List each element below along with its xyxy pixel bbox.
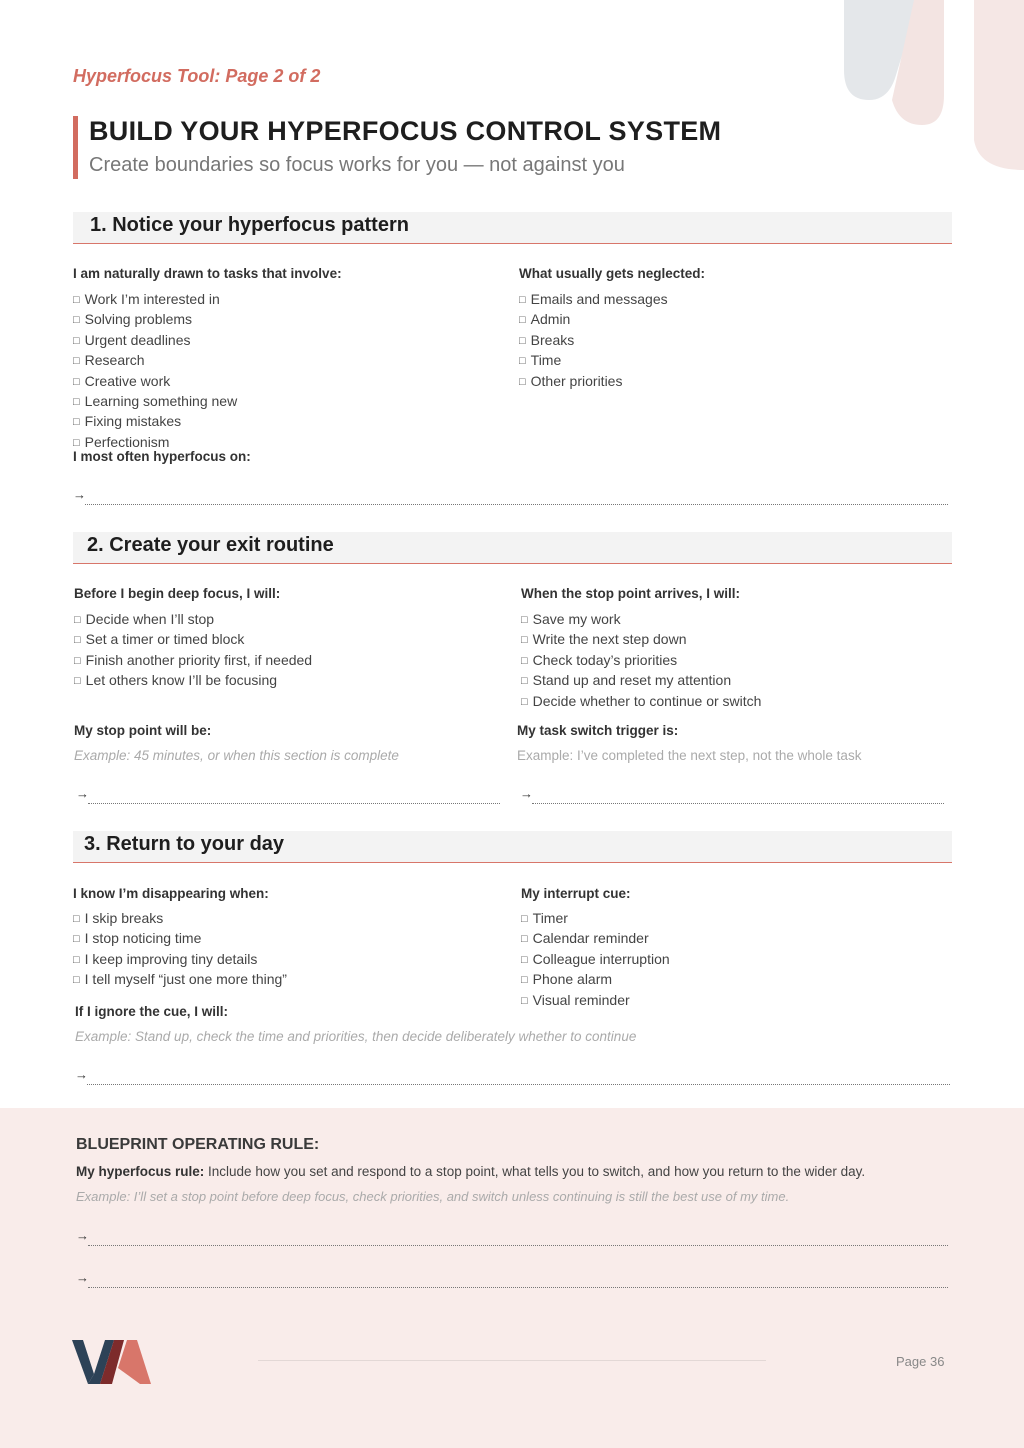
arrow-icon: → (73, 487, 86, 502)
checkbox-item[interactable]: □ Let others know I’ll be focusing (74, 671, 312, 691)
ignore-cue-label: If I ignore the cue, I will: (75, 1004, 229, 1019)
dotted-line (88, 1245, 948, 1246)
stop-point-label: My stop point will be: (74, 723, 212, 738)
corner-decoration (804, 0, 1024, 200)
checkbox-item[interactable]: □ Work I’m interested in (73, 290, 237, 310)
checkbox-item[interactable]: □ Admin (519, 310, 668, 330)
checkbox-item[interactable]: □ Urgent deadlines (73, 331, 237, 351)
stop-point-write-line[interactable] (76, 788, 500, 804)
section-3-left-heading: I know I’m disappearing when: (73, 886, 269, 901)
arrow-icon: → (520, 786, 533, 801)
checkbox-item[interactable]: □ Visual reminder (521, 991, 670, 1011)
section-2-right-list (521, 610, 761, 712)
checkbox-item[interactable]: □ Phone alarm (521, 970, 670, 990)
checkbox-item[interactable]: □ Decide when I’ll stop (74, 610, 312, 630)
rule-write-line-2[interactable] (76, 1272, 948, 1288)
section-1-left-list (73, 290, 237, 453)
arrow-icon: → (76, 1270, 89, 1285)
section-2-left-heading: Before I begin deep focus, I will: (74, 586, 281, 601)
section-3-title: 3. Return to your day (84, 833, 285, 855)
rule-label: My hyperfocus rule: (76, 1164, 205, 1179)
checkbox-item[interactable]: □ Perfectionism (73, 433, 237, 453)
dotted-line (88, 803, 500, 804)
section-1-right-heading: What usually gets neglected: (519, 266, 706, 281)
checkbox-item[interactable]: □ Finish another priority first, if needed (74, 651, 312, 671)
checkbox-item[interactable]: □ Time (519, 351, 668, 371)
checkbox-item[interactable]: □ Save my work (521, 610, 761, 630)
most-often-write-line[interactable] (73, 489, 948, 505)
section-1-left-heading: I am naturally drawn to tasks that involve: (73, 266, 342, 281)
arrow-icon: → (76, 786, 89, 801)
section-2-header (73, 532, 952, 564)
checkbox-item[interactable]: □ Research (73, 351, 237, 371)
section-2-left-list (74, 610, 312, 692)
blueprint-rule-instructions (76, 1164, 865, 1179)
page-title: BUILD YOUR HYPERFOCUS CONTROL SYSTEM (89, 116, 722, 146)
checkbox-item[interactable]: □ I stop noticing time (73, 929, 287, 949)
arrow-icon: → (75, 1067, 88, 1082)
checkbox-item[interactable]: □ I skip breaks (73, 909, 287, 929)
checkbox-item[interactable]: □ Check today’s priorities (521, 651, 761, 671)
checkbox-item[interactable]: □ Emails and messages (519, 290, 668, 310)
most-often-label: I most often hyperfocus on: (73, 449, 251, 464)
section-2-title: 2. Create your exit routine (87, 534, 334, 556)
title-block (73, 116, 721, 179)
checkbox-item[interactable]: □ Colleague interruption (521, 950, 670, 970)
section-3-right-heading: My interrupt cue: (521, 886, 631, 901)
checkbox-item[interactable]: □ Calendar reminder (521, 929, 670, 949)
section-3-right-list (521, 909, 670, 1011)
dotted-line (85, 504, 948, 505)
section-2-right-heading: When the stop point arrives, I will: (521, 586, 741, 601)
checkbox-item[interactable]: □ Fixing mistakes (73, 412, 237, 432)
page-kicker: Hyperfocus Tool: Page 2 of 2 (73, 66, 321, 86)
checkbox-item[interactable]: □ I tell myself “just one more thing” (73, 970, 287, 990)
checkbox-item[interactable]: □ Creative work (73, 372, 237, 392)
dotted-line (88, 1287, 948, 1288)
checkbox-item[interactable]: □ Stand up and reset my attention (521, 671, 761, 691)
switch-trigger-hint: Example: I’ve completed the next step, not the whole task (517, 748, 862, 763)
rule-text: Include how you set and respond to a stop point, what tells you to switch, and how you return to the wider day. (204, 1164, 866, 1179)
section-3-header (73, 831, 952, 863)
checkbox-item[interactable]: □ Timer (521, 909, 670, 929)
ignore-cue-write-line[interactable] (75, 1069, 950, 1085)
section-3-left-list (73, 909, 287, 991)
checkbox-item[interactable]: □ Learning something new (73, 392, 237, 412)
blueprint-rule-hint: Example: I’ll set a stop point before deep focus, check priorities, and switch unless continuing is still the best use of my time. (76, 1189, 790, 1204)
blueprint-rule-title: BLUEPRINT OPERATING RULE: (76, 1136, 320, 1153)
section-1-title: 1. Notice your hyperfocus pattern (90, 214, 409, 236)
arrow-icon: → (76, 1228, 89, 1243)
checkbox-item[interactable]: □ Write the next step down (521, 630, 761, 650)
page-number: Page 36 (896, 1354, 945, 1369)
ignore-cue-hint: Example: Stand up, check the time and priorities, then decide deliberately whether to continue (75, 1029, 637, 1044)
checkbox-item[interactable]: □ Other priorities (519, 372, 668, 392)
dotted-line (532, 803, 944, 804)
rule-write-line-1[interactable] (76, 1230, 948, 1246)
switch-trigger-write-line[interactable] (520, 788, 944, 804)
footer-divider (258, 1360, 766, 1361)
brand-logo (72, 1338, 152, 1386)
section-1-header (73, 212, 952, 244)
dotted-line (87, 1084, 950, 1085)
page-subtitle: Create boundaries so focus works for you — not against you (89, 154, 625, 176)
section-1-right-list (519, 290, 668, 392)
checkbox-item[interactable]: □ Solving problems (73, 310, 237, 330)
checkbox-item[interactable]: □ Breaks (519, 331, 668, 351)
stop-point-hint: Example: 45 minutes, or when this section is complete (74, 748, 399, 763)
switch-trigger-label: My task switch trigger is: (517, 723, 679, 738)
checkbox-item[interactable]: □ Set a timer or timed block (74, 630, 312, 650)
checkbox-item[interactable]: □ Decide whether to continue or switch (521, 692, 761, 712)
checkbox-item[interactable]: □ I keep improving tiny details (73, 950, 287, 970)
